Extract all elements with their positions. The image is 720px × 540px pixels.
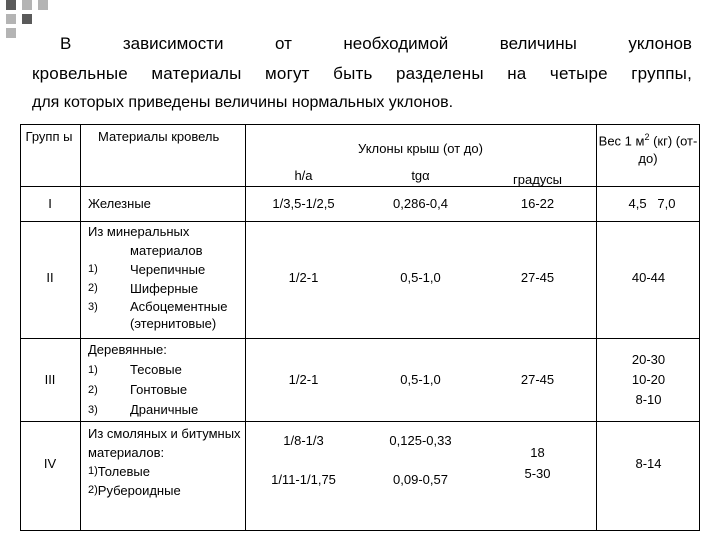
row-material: Из минеральных xyxy=(88,224,190,239)
decor-square-6 xyxy=(6,28,16,38)
intro-line-2: кровельные материалы могут быть разделены на четыре группы, xyxy=(32,64,692,83)
row-weight: 8-14 xyxy=(635,456,662,471)
header-degrees: градусы xyxy=(513,172,562,187)
intro-word: необходимой xyxy=(343,34,449,53)
table-border-bottom xyxy=(20,530,700,531)
row-ha: 1/2-1 xyxy=(288,270,319,285)
row-divider xyxy=(20,338,700,339)
table-border-top xyxy=(20,124,700,125)
row-ha: 1/11-1/1,75 xyxy=(271,472,336,487)
weight-line: 10-20 xyxy=(631,372,666,387)
header-group: Групп ы xyxy=(25,129,73,144)
intro-word: уклонов xyxy=(628,34,692,53)
decor-square-4 xyxy=(6,14,16,24)
weight-line: 8-10 xyxy=(635,392,662,407)
row-ha: 1/8-1/3 xyxy=(283,433,324,448)
header-ha: h/a xyxy=(294,168,313,183)
row-group: IV xyxy=(43,456,57,471)
row-tga: 0,5-1,0 xyxy=(400,372,441,387)
decor-square-1 xyxy=(6,0,16,10)
header-materials: Материалы кровель xyxy=(98,129,220,144)
intro-line-1 xyxy=(32,34,692,54)
row-ha: 1/2-1 xyxy=(288,372,319,387)
list-item: 3) Драничные xyxy=(88,402,199,417)
row-degrees: 27-45 xyxy=(520,372,555,387)
row-tga: 0,125-0,33 xyxy=(389,433,452,448)
header-weight-post: (кг) (от-до) xyxy=(638,133,698,167)
row-tga: 0,5-1,0 xyxy=(400,270,441,285)
row-degrees xyxy=(479,442,596,484)
roof-slopes-table xyxy=(20,124,700,531)
row-weight xyxy=(597,350,700,410)
intro-word: от xyxy=(275,34,292,53)
row-degrees: 27-45 xyxy=(520,270,555,285)
intro-line-3: для которых приведены величины нормальных уклонов. xyxy=(32,94,454,111)
row-material-block xyxy=(88,222,243,332)
row-ha: 1/3,5-1/2,5 xyxy=(272,196,335,211)
row-group: III xyxy=(44,372,56,387)
row-material-block xyxy=(88,340,243,420)
header-tga: tgα xyxy=(411,168,430,183)
intro-word: зависимости xyxy=(122,34,224,53)
intro-word: В xyxy=(60,34,72,53)
row-group: II xyxy=(46,270,54,285)
row-tga: 0,09-0,57 xyxy=(393,472,448,487)
row-material: Деревянные: xyxy=(88,342,167,357)
decor-square-2 xyxy=(22,0,32,10)
row-material: Железные xyxy=(88,196,151,211)
row-weight: 40-44 xyxy=(631,270,666,285)
intro-word: величины xyxy=(499,34,577,53)
row-weight: 4,5 7,0 xyxy=(628,196,676,211)
header-weight-pre: Вес 1 м xyxy=(598,133,645,149)
degrees-line: 5-30 xyxy=(524,466,551,481)
weight-line: 20-30 xyxy=(631,352,666,367)
list-item: 1) Черепичные xyxy=(88,262,206,277)
row-divider xyxy=(20,421,700,422)
degrees-line: 18 xyxy=(530,445,545,460)
row-divider xyxy=(20,186,700,187)
list-item: 2) Гонтовые xyxy=(88,382,188,397)
row-material-block xyxy=(88,424,243,500)
row-tga: 0,286-0,4 xyxy=(393,196,448,211)
list-item: 1) Толевые xyxy=(88,464,150,479)
header-weight xyxy=(598,128,698,168)
list-item: 2) Рубероидные xyxy=(88,483,181,498)
list-item: 3) Асбоцементные (этернитовые) xyxy=(88,299,228,331)
list-item: 1) Тесовые xyxy=(88,362,182,377)
row-group: I xyxy=(48,196,52,211)
decor-square-5 xyxy=(22,14,32,24)
row-material-sub: материалов xyxy=(130,243,203,258)
decor-square-3 xyxy=(38,0,48,10)
row-material: Из смоляных и битумных материалов: xyxy=(88,426,241,460)
list-item: 2) Шиферные xyxy=(88,281,199,296)
header-weight-sup: 2 xyxy=(644,132,650,142)
header-slopes: Уклоны крыш (от до) xyxy=(358,141,483,156)
row-degrees: 16-22 xyxy=(520,196,555,211)
